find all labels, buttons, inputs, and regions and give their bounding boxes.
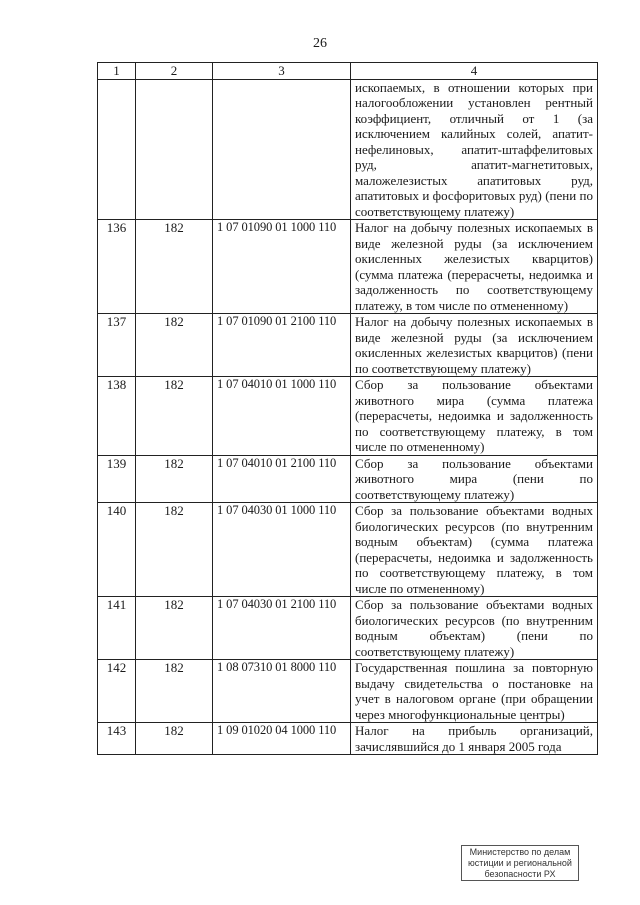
row-number: 141 [98, 597, 136, 660]
budget-class-code: 1 07 04030 01 2100 110 [213, 597, 351, 660]
admin-code: 182 [136, 455, 213, 503]
header-col-1: 1 [98, 63, 136, 80]
header-col-2: 2 [136, 63, 213, 80]
row-number: 137 [98, 314, 136, 377]
table-row [98, 455, 598, 503]
row-description: Сбор за пользование объектами водных биологических ресурсов (по внутренним водным объектам) (пени по соответствующему платежу) [351, 597, 598, 660]
table-row [98, 79, 598, 220]
admin-code: 182 [136, 723, 213, 755]
row-number: 143 [98, 723, 136, 755]
header-col-4: 4 [351, 63, 598, 80]
row-number [98, 79, 136, 220]
row-number: 138 [98, 377, 136, 456]
row-number: 140 [98, 503, 136, 597]
row-number: 136 [98, 220, 136, 314]
header-col-3: 3 [213, 63, 351, 80]
table-row [98, 660, 598, 723]
row-description: ископаемых, в отношении которых при налогообложении установлен рентный коэффициент, отличный от 1 (за исключением калийных солей, апатит-нефелиновых, апатит-штаффелитовых руд, апатит-магнетитовых, маложелезистых апатитовых руд, апатитовых и фосфоритовых руд) (пени по соответствующему платежу) [351, 79, 598, 220]
table-row [98, 314, 598, 377]
table-header-row [98, 63, 598, 80]
row-description: Сбор за пользование объектами животного мира (пени по соответствующему платежу) [351, 455, 598, 503]
row-number: 139 [98, 455, 136, 503]
admin-code: 182 [136, 660, 213, 723]
row-description: Налог на добычу полезных ископаемых в виде железной руды (за исключением окисленных железистых кварцитов) (пени по соответствующему платежу) [351, 314, 598, 377]
budget-class-code: 1 08 07310 01 8000 110 [213, 660, 351, 723]
row-description: Государственная пошлина за повторную выдачу свидетельства о постановке на учет в налоговом органе (при обращении через многофункциональные центры) [351, 660, 598, 723]
admin-code: 182 [136, 597, 213, 660]
row-description: Налог на добычу полезных ископаемых в виде железной руды (за исключением окисленных железистых кварцитов) (сумма платежа (перерасчеты, недоимка и задолженность по соответствующему платежу, в том числе по отмененному) [351, 220, 598, 314]
table-row [98, 220, 598, 314]
budget-class-code: 1 09 01020 04 1000 110 [213, 723, 351, 755]
table-row [98, 503, 598, 597]
budget-class-code [213, 79, 351, 220]
stamp-line-3: безопасности РХ [484, 869, 556, 879]
row-description: Налог на прибыль организаций, зачислявшийся до 1 января 2005 года [351, 723, 598, 755]
page-number: 26 [313, 36, 327, 51]
budget-class-code: 1 07 04030 01 1000 110 [213, 503, 351, 597]
budget-class-code: 1 07 04010 01 1000 110 [213, 377, 351, 456]
stamp-line-2: юстиции и региональной [468, 858, 572, 868]
admin-code [136, 79, 213, 220]
admin-code: 182 [136, 220, 213, 314]
budget-class-code: 1 07 04010 01 2100 110 [213, 455, 351, 503]
row-description: Сбор за пользование объектами водных биологических ресурсов (по внутренним водным объектам) (сумма платежа (перерасчеты, недоимка и задолженность по соответствующему платежу, в том числе по отмененному) [351, 503, 598, 597]
admin-code: 182 [136, 377, 213, 456]
budget-code-table [97, 62, 598, 755]
budget-class-code: 1 07 01090 01 1000 110 [213, 220, 351, 314]
admin-code: 182 [136, 314, 213, 377]
admin-code: 182 [136, 503, 213, 597]
row-description: Сбор за пользование объектами животного мира (сумма платежа (перерасчеты, недоимка и задолженность по соответствующему платежу, в том числе по отмененному) [351, 377, 598, 456]
table-row [98, 377, 598, 456]
stamp-line-1: Министерство по делам [469, 847, 571, 857]
table-row [98, 597, 598, 660]
certification-stamp [461, 845, 579, 881]
table-row [98, 723, 598, 755]
budget-class-code: 1 07 01090 01 2100 110 [213, 314, 351, 377]
row-number: 142 [98, 660, 136, 723]
